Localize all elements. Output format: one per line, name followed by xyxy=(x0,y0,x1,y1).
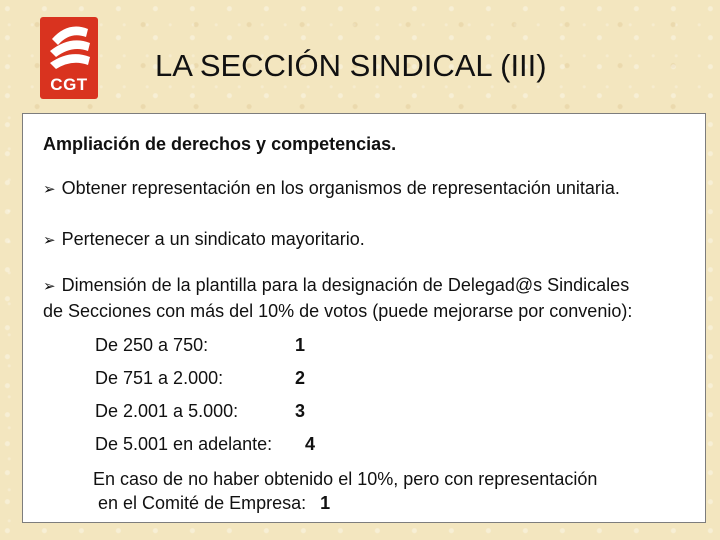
logo-text: CGT xyxy=(50,75,88,94)
bullet-text-continuation: de Secciones con más del 10% de votos (puede mejorarse por convenio): xyxy=(43,301,633,321)
table-row xyxy=(95,335,306,356)
row-label: De 5.001 en adelante: xyxy=(95,434,273,454)
row-label: De 751 a 2.000: xyxy=(95,368,224,388)
bullet-item xyxy=(43,229,365,250)
note-value: 1 xyxy=(320,493,331,513)
note-line: En caso de no haber obtenido el 10%, pero con representación xyxy=(93,469,598,489)
table-row xyxy=(95,434,316,455)
row-label: De 2.001 a 5.000: xyxy=(95,401,239,421)
bullet-text: Pertenecer a un sindicato mayoritario. xyxy=(61,229,365,249)
arrow-bullet-icon: ➢ xyxy=(43,278,56,295)
cgt-logo-icon xyxy=(40,17,98,99)
subtitle: Ampliación de derechos y competencias. xyxy=(43,134,397,154)
row-label: De 250 a 750: xyxy=(95,335,209,355)
row-value: 1 xyxy=(295,335,306,355)
row-value: 2 xyxy=(295,368,306,388)
arrow-bullet-icon: ➢ xyxy=(43,181,56,198)
bullet-item xyxy=(43,273,632,324)
table-row xyxy=(95,401,306,422)
content-panel xyxy=(22,113,706,523)
bullet-text: Obtener representación en los organismos de representación unitaria. xyxy=(61,178,620,198)
note-line: en el Comité de Empresa: xyxy=(98,493,307,513)
bullet-text: Dimensión de la plantilla para la designación de Delegad@s Sindicales xyxy=(61,275,630,295)
row-value: 4 xyxy=(305,434,316,454)
row-value: 3 xyxy=(295,401,306,421)
table-row xyxy=(95,368,306,389)
page-title: LA SECCIÓN SINDICAL (III) xyxy=(155,48,547,83)
arrow-bullet-icon: ➢ xyxy=(43,232,56,249)
bullet-item xyxy=(43,178,620,199)
note xyxy=(93,467,597,515)
